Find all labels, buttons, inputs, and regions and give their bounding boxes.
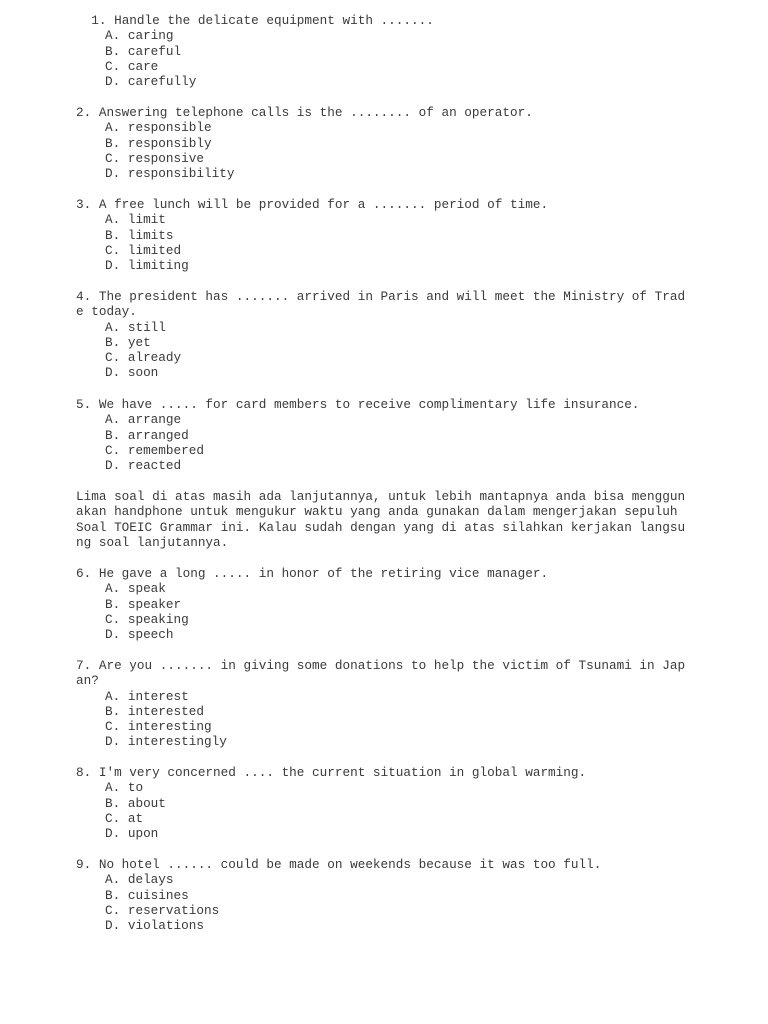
option-list [76,689,686,750]
option-a: A. speak [105,581,166,597]
option-c: C. limited [105,242,182,258]
question-5 [76,397,686,473]
option-b: B. responsibly [105,135,212,151]
option-d: D. interestingly [105,734,227,750]
option-d: D. responsibility [105,166,235,182]
option-c: C. care [105,58,159,74]
option-c: C. reservations [105,902,220,918]
option-c: C. already [105,350,182,366]
question-text: 8. I'm very concerned .... the current situation in global warming. [76,765,587,780]
option-a: A. responsible [105,120,212,136]
option-list [76,872,686,933]
option-d: D. upon [105,826,159,842]
question-8 [76,765,686,841]
question-3 [76,197,686,273]
option-b: B. limits [105,227,174,243]
question-9 [76,857,686,933]
option-a: A. delays [105,872,174,888]
option-d: D. soon [105,365,159,381]
question-text: 7. Are you ....... in giving some donations to help the victim of Tsunami in Japan? [76,658,686,689]
option-list [76,212,686,273]
question-text: 2. Answering telephone calls is the ........ of an operator. [76,105,533,120]
question-text: 3. A free lunch will be provided for a ....... period of time. [76,197,549,212]
option-list [76,412,686,473]
option-list [76,780,686,841]
option-list [76,581,686,642]
option-b: B. interested [105,703,204,719]
option-c: C. interesting [105,719,212,735]
question-2 [76,105,686,181]
question-6 [76,566,686,642]
question-text: 4. The president has ....... arrived in Paris and will meet the Ministry of Trade today. [76,289,686,320]
option-c: C. responsive [105,150,204,166]
option-d: D. reacted [105,458,182,474]
question-4 [76,289,686,381]
option-b: B. speaker [105,596,182,612]
option-a: A. interest [105,688,189,704]
option-d: D. speech [105,627,174,643]
option-a: A. caring [105,28,174,44]
option-b: B. about [105,795,166,811]
option-list [76,320,686,381]
question-1 [76,13,686,89]
option-c: C. at [105,810,144,826]
option-b: B. arranged [105,427,189,443]
question-text: 6. He gave a long ..... in honor of the retiring vice manager. [76,566,549,581]
option-list [76,120,686,181]
option-c: C. remembered [105,442,204,458]
option-b: B. careful [105,43,182,59]
instruction-paragraph: Lima soal di atas masih ada lanjutannya, untuk lebih mantapnya anda bisa menggunakan handphone untuk mengukur waktu yang anda gunakan dalam mengerjakan sepuluh Soal TOEIC Grammar ini. Kalau sudah dengan yang di atas silahkan kerjakan langsung soal lanjutannya. [76,489,686,550]
option-c: C. speaking [105,611,189,627]
option-a: A. limit [105,212,166,228]
option-a: A. to [105,780,144,796]
question-text: 1. Handle the delicate equipment with ....... [76,13,434,28]
option-d: D. violations [105,918,204,934]
question-text: 9. No hotel ...... could be made on weekends because it was too full. [76,857,602,872]
option-a: A. arrange [105,412,182,428]
question-7 [76,658,686,750]
option-d: D. carefully [105,74,197,90]
question-text: 5. We have ..... for card members to receive complimentary life insurance. [76,397,640,412]
option-b: B. yet [105,334,151,350]
option-b: B. cuisines [105,887,189,903]
option-a: A. still [105,319,166,335]
option-d: D. limiting [105,258,189,274]
option-list [76,28,686,89]
